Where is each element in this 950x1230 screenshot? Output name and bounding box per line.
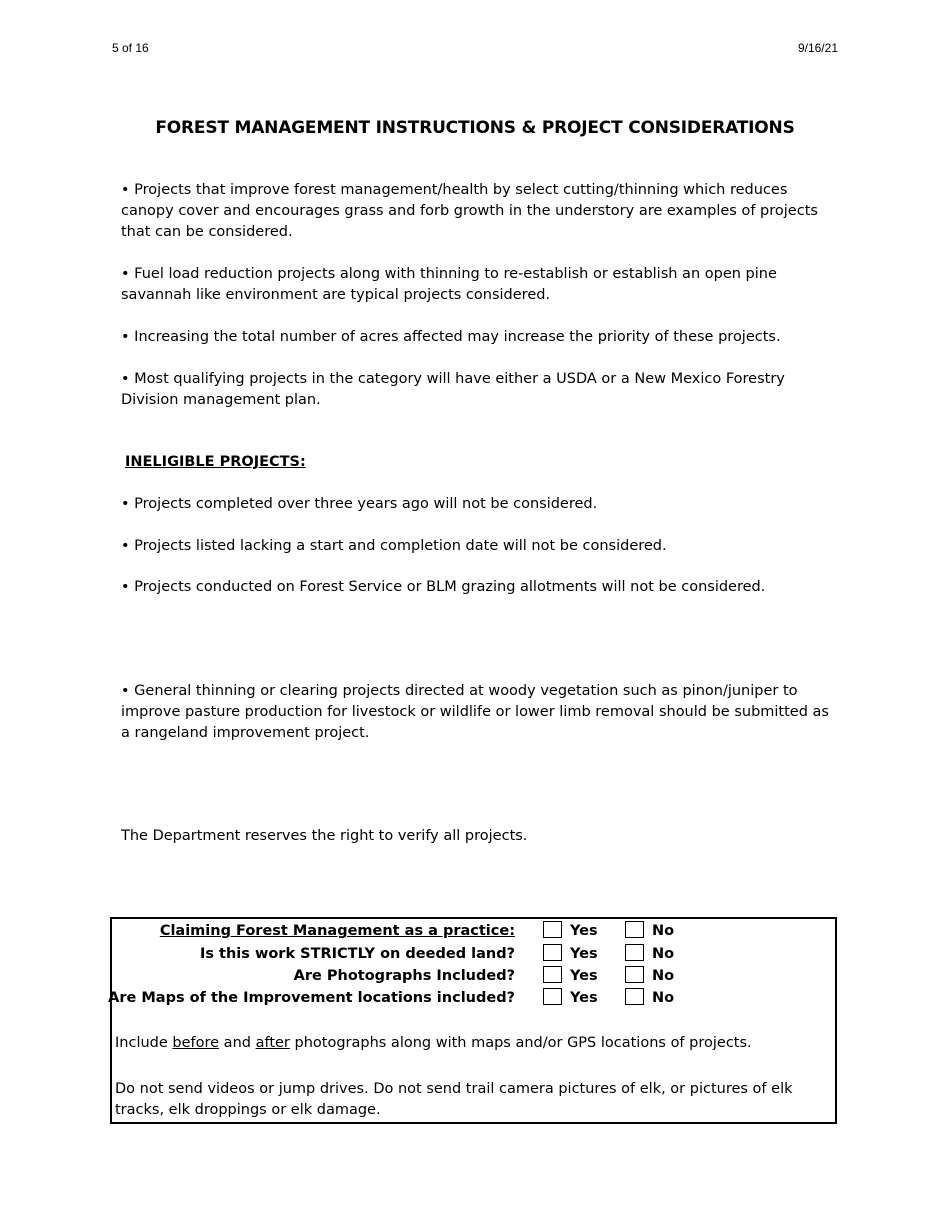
ineligible-item: • General thinning or clearing projects directed at woody vegetation such as pinon/juniper to improve pasture production for livestock or wildlife or lower limb removal should be submitted as a rangeland improvement project. <box>121 683 829 741</box>
no-option[interactable]: No <box>625 943 674 965</box>
ineligible-item: • Projects completed over three years ago will not be considered. <box>121 496 598 512</box>
consideration-item: • Projects that improve forest management/health by select cutting/thinning which reduces canopy cover and encourages grass and forb growth in the understory are examples of projects that can be considered. <box>121 182 818 240</box>
consideration-item: • Fuel load reduction projects along with thinning to re-establish or establish an open pine savannah like environment are typical projects considered. <box>121 266 777 303</box>
ineligible-item: • Projects listed lacking a start and completion date will not be considered. <box>121 538 667 554</box>
question-label: Is this work STRICTLY on deeded land? <box>199 946 515 962</box>
before-word: before <box>172 1035 220 1051</box>
yes-option[interactable]: Yes <box>543 920 598 942</box>
checkbox-icon[interactable] <box>625 988 644 1005</box>
question-label: Are Maps of the Improvement locations included? <box>108 990 515 1006</box>
ineligible-item: • Projects conducted on Forest Service or BLM grazing allotments will not be considered. <box>121 579 766 595</box>
consideration-item: • Increasing the total number of acres affected may increase the priority of these projects. <box>121 329 781 345</box>
question-label: Claiming Forest Management as a practice: <box>159 923 515 939</box>
ineligible-heading: INELIGIBLE PROJECTS: <box>125 454 306 470</box>
yes-option[interactable]: Yes <box>543 943 598 965</box>
yes-option[interactable]: Yes <box>543 987 598 1009</box>
question-row <box>112 920 835 942</box>
checkbox-icon[interactable] <box>543 921 562 938</box>
checkbox-icon[interactable] <box>543 944 562 961</box>
page-number: 5 of 16 <box>112 41 149 55</box>
page-title: FOREST MANAGEMENT INSTRUCTIONS & PROJECT CONSIDERATIONS <box>155 118 795 138</box>
question-row <box>112 943 835 965</box>
yes-option[interactable]: Yes <box>543 965 598 987</box>
after-word: after <box>255 1035 290 1051</box>
question-label: Are Photographs Included? <box>293 968 515 984</box>
consideration-item: • Most qualifying projects in the category will have either a USDA or a New Mexico Forestry Division management plan. <box>121 371 785 408</box>
no-option[interactable]: No <box>625 965 674 987</box>
checkbox-icon[interactable] <box>543 988 562 1005</box>
checkbox-icon[interactable] <box>625 966 644 983</box>
checkbox-icon[interactable] <box>543 966 562 983</box>
question-row <box>108 987 835 1009</box>
media-note: Do not send videos or jump drives. Do not send trail camera pictures of elk, or pictures of elk tracks, elk droppings or elk damage. <box>115 1081 793 1118</box>
print-date: 9/16/21 <box>797 41 838 55</box>
practice-checklist <box>110 917 837 1124</box>
verify-note: The Department reserves the right to verify all projects. <box>121 828 528 844</box>
checkbox-icon[interactable] <box>625 921 644 938</box>
no-option[interactable]: No <box>625 920 674 942</box>
no-option[interactable]: No <box>625 987 674 1009</box>
question-row <box>112 965 835 987</box>
checkbox-icon[interactable] <box>625 944 644 961</box>
photo-note: Include before and after photographs along with maps and/or GPS locations of projects. <box>115 1035 752 1051</box>
